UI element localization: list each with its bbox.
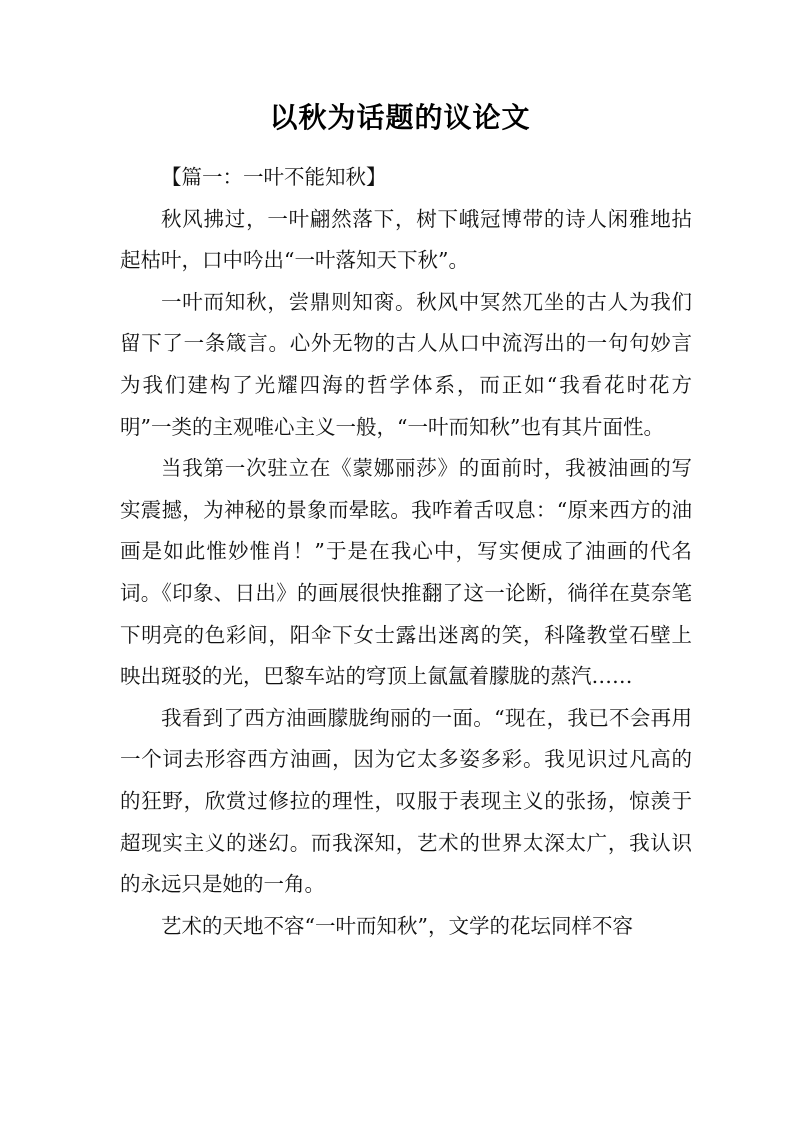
paragraph-5: 艺术的天地不容“一叶而知秋”，文学的花坛同样不容 [161, 913, 633, 938]
paragraph-2: 一叶而知秋，尝鼎则知脔。秋风中冥然兀坐的古人为我们留下了一条箴言。心外无物的古人从口中流泻出的一句句妙言为我们建构了光耀四海的哲学体系，而正如“我看花时花方明”一类的主观唯心主义一般，“一叶而知秋”也有其片面性。 [120, 289, 692, 439]
document-title: 以秋为话题的议论文 [269, 101, 531, 134]
document-body [120, 157, 692, 947]
paragraph-1: 秋风拂过，一叶翩然落下，树下峨冠博带的诗人闲雅地拈起枯叶，口中吟出“一叶落知天下秋”。 [120, 206, 692, 273]
paragraph-4: 我看到了西方油画朦胧绚丽的一面。“现在，我已不会再用一个词去形容西方油画，因为它太多姿多彩。我见识过凡高的的狂野，欣赏过修拉的理性，叹服于表现主义的张扬，惊羡于超现实主义的迷幻。而我深知，艺术的世界太深太广，我认识的永远只是她的一角。 [120, 705, 692, 897]
section-heading: 【篇一：一叶不能知秋】 [161, 165, 387, 189]
paragraph-3: 当我第一次驻立在《蒙娜丽莎》的面前时，我被油画的写实震撼，为神秘的景象而晕眩。我咋着舌叹息：“原来西方的油画是如此惟妙惟肖！”于是在我心中，写实便成了油画的代名词。《印象、日出》的画展很快推翻了这一论断，徜徉在莫奈笔下明亮的色彩间，阳伞下女士露出迷离的笑，科隆教堂石壁上映出斑驳的光，巴黎车站的穹顶上氤氲着朦胧的蒸汽…… [120, 456, 692, 689]
